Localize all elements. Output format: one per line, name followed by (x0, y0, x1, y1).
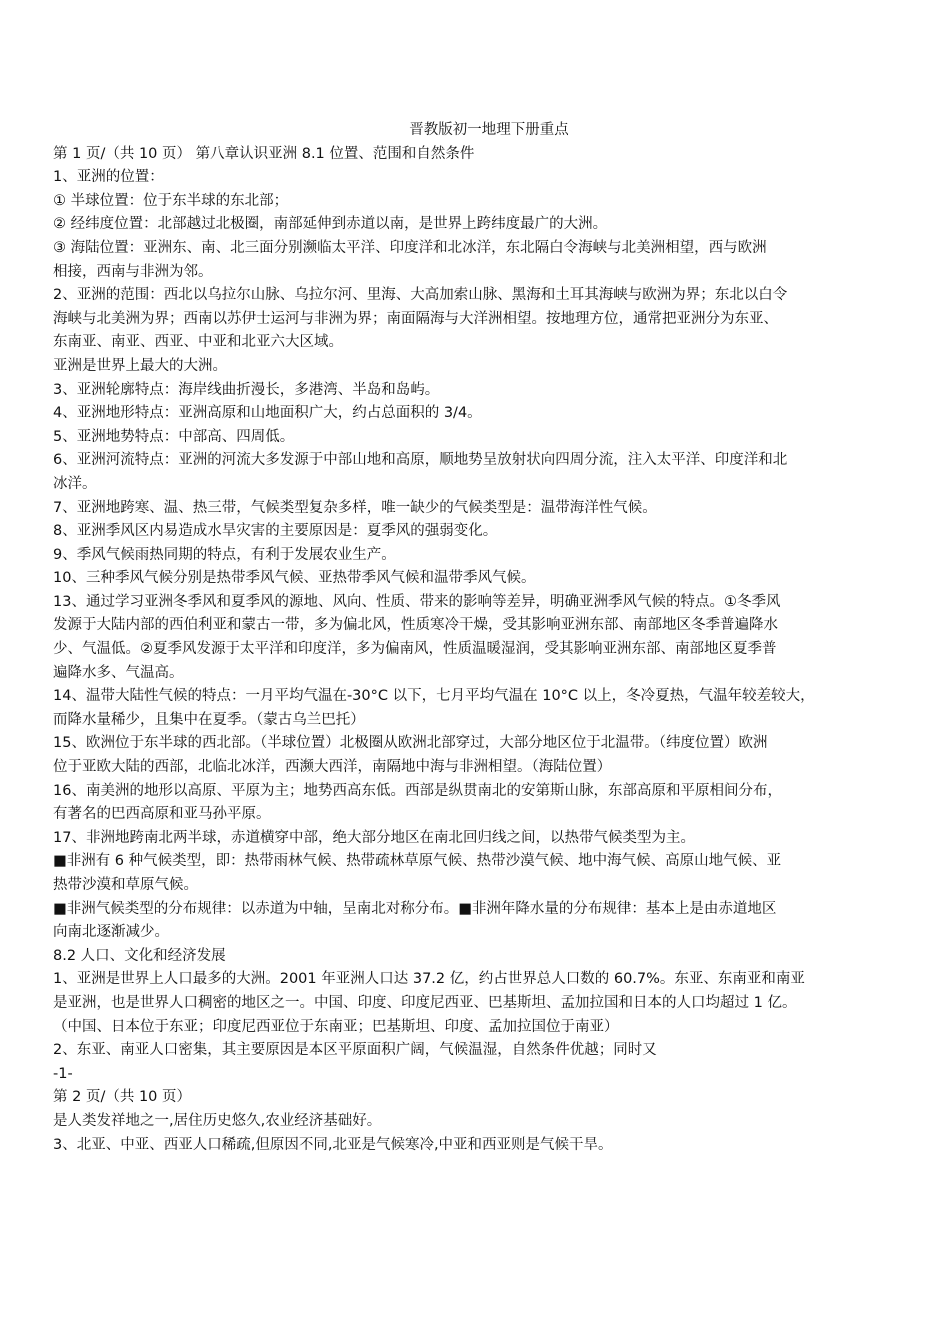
text-line: 14、温带大陆性气候的特点：一月平均气温在-30°C 以下，七月平均气温在 10°C 以上，冬冷夏热，气温年较差较大， (53, 688, 815, 705)
text-line: （中国、日本位于东亚；印度尼西亚位于东南亚；巴基斯坦、印度、孟加拉国位于南亚） (53, 1018, 619, 1035)
text-line: 亚洲是世界上最大的大洲。 (53, 357, 227, 374)
text-line: 1、亚洲是世界上人口最多的大洲。2001 年亚洲人口达 37.2 亿，约占世界总人口数的 60.7%。东亚、东南亚和南亚 (53, 971, 805, 988)
text-line: ② 经纬度位置：北部越过北极圈，南部延伸到赤道以南，是世界上跨纬度最广的大洲。 (53, 216, 608, 233)
document-lines (53, 143, 925, 1158)
text-line: ① 半球位置：位于东半球的东北部； (53, 192, 289, 209)
text-line: 3、亚洲轮廓特点：海岸线曲折漫长，多港湾、半岛和岛屿。 (53, 381, 440, 398)
text-line: 5、亚洲地势特点：中部高、四周低。 (53, 428, 295, 445)
text-line: 冰洋。 (53, 475, 97, 492)
text-line: 而降水量稀少，且集中在夏季。（蒙古乌兰巴托） (53, 711, 365, 728)
text-line: 13、通过学习亚洲冬季风和夏季风的源地、风向、性质、带来的影响等差异，明确亚洲季风气候的特点。①冬季风 (53, 593, 781, 610)
text-line: 4、亚洲地形特点：亚洲高原和山地面积广大，约占总面积的 3/4。 (53, 405, 482, 422)
text-line: 向南北逐渐减少。 (53, 924, 169, 941)
text-line: 位于亚欧大陆的西部，北临北冰洋，西濒大西洋，南隔地中海与非洲相望。（海陆位置） (53, 759, 612, 776)
text-line: 第 1 页/（共 10 页） 第八章认识亚洲 8.1 位置、范围和自然条件 (53, 145, 475, 162)
text-line: 17、非洲地跨南北两半球，赤道横穿中部，绝大部分地区在南北回归线之间，以热带气候类型为主。 (53, 829, 695, 846)
text-line: 16、南美洲的地形以高原、平原为主；地势西高东低。西部是纵贯南北的安第斯山脉，东部高原和平原相间分布， (53, 782, 782, 799)
text-line: 是人类发祥地之一,居住历史悠久,农业经济基础好。 (53, 1112, 382, 1129)
text-line: 6、亚洲河流特点：亚洲的河流大多发源于中部山地和高原，顺地势呈放射状向四周分流，注入太平洋、印度洋和北 (53, 452, 788, 469)
text-line: 第 2 页/（共 10 页） (53, 1089, 191, 1106)
document-body (53, 119, 925, 1157)
text-line: 9、季风气候雨热同期的特点，有利于发展农业生产。 (53, 546, 396, 563)
text-line: 2、东亚、南亚人口密集，其主要原因是本区平原面积广阔，气候温湿，自然条件优越；同时又 (53, 1042, 657, 1059)
document-title: 晋教版初一地理下册重点 (409, 122, 569, 138)
text-line: 相接，西南与非洲为邻。 (53, 263, 213, 280)
text-line: ■非洲气候类型的分布规律：以赤道为中轴，呈南北对称分布。■非洲年降水量的分布规律：基本上是由赤道地区 (53, 900, 777, 917)
text-line: 1、亚洲的位置： (53, 169, 164, 186)
text-line: 少、气温低。②夏季风发源于太平洋和印度洋，多为偏南风，性质温暖湿润，受其影响亚洲东部、南部地区夏季普 (53, 641, 777, 658)
text-line: ③ 海陆位置：亚洲东、南、北三面分别濒临太平洋、印度洋和北冰洋，东北隔白令海峡与北美洲相望，西与欧洲 (53, 239, 767, 256)
text-line: 东南亚、南亚、西亚、中亚和北亚六大区域。 (53, 334, 343, 351)
text-line: 发源于大陆内部的西伯利亚和蒙古一带，多为偏北风，性质寒冷干燥，受其影响亚洲东部、南部地区冬季普遍降水 (53, 617, 778, 634)
text-line: 是亚洲，也是世界人口稠密的地区之一。中国、印度、印度尼西亚、巴基斯坦、孟加拉国和日本的人口均超过 1 亿。 (53, 994, 797, 1011)
text-line: 2、亚洲的范围：西北以乌拉尔山脉、乌拉尔河、里海、大高加索山脉、黑海和土耳其海峡与欧洲为界；东北以白令 (53, 287, 788, 304)
text-line: -1- (53, 1065, 73, 1082)
text-line: 8.2 人口、文化和经济发展 (53, 947, 226, 964)
text-line: 海峡与北美洲为界；西南以苏伊士运河与非洲为界；南面隔海与大洋洲相望。按地理方位，通常把亚洲分为东亚、 (53, 310, 778, 327)
text-line: 7、亚洲地跨寒、温、热三带，气候类型复杂多样，唯一缺少的气候类型是：温带海洋性气候。 (53, 499, 657, 516)
text-line: 有著名的巴西高原和亚马孙平原。 (53, 806, 271, 823)
text-line: ■非洲有 6 种气候类型，即：热带雨林气候、热带疏林草原气候、热带沙漠气候、地中海气候、高原山地气候、亚 (53, 853, 782, 870)
text-line: 8、亚洲季风区内易造成水旱灾害的主要原因是：夏季风的强弱变化。 (53, 523, 498, 540)
text-line: 15、欧洲位于东半球的西北部。（半球位置）北极圈从欧洲北部穿过，大部分地区位于北温带。（纬度位置）欧洲 (53, 735, 768, 752)
text-line: 热带沙漠和草原气候。 (53, 877, 198, 893)
text-line: 10、三种季风气候分别是热带季风气候、亚热带季风气候和温带季风气候。 (53, 570, 536, 587)
text-line: 3、北亚、中亚、西亚人口稀疏,但原因不同,北亚是气候寒冷,中亚和西亚则是气候干旱。 (53, 1136, 613, 1153)
text-line: 遍降水多、气温高。 (53, 664, 184, 681)
